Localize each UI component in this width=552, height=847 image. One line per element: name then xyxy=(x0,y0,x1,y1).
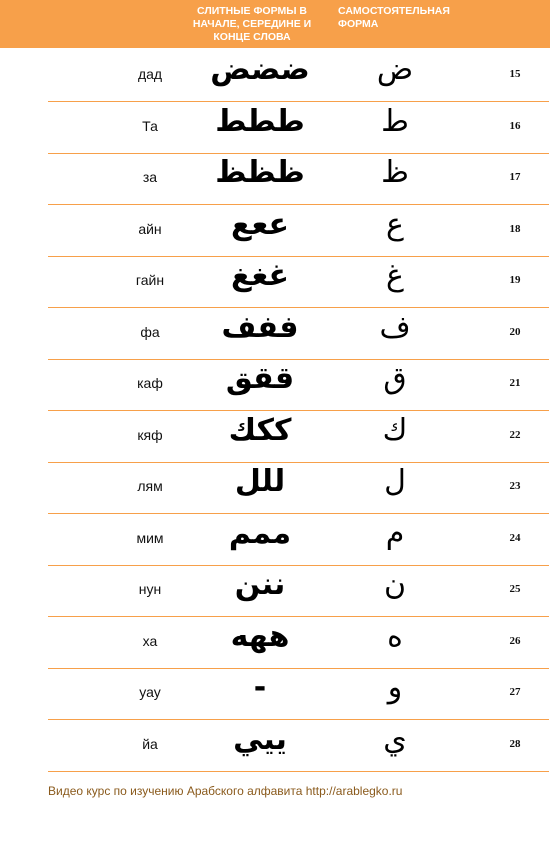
letter-number: 17 xyxy=(509,171,521,183)
letter-name: уау xyxy=(139,684,161,700)
letter-number: 28 xyxy=(509,737,521,750)
letter-number: 20 xyxy=(509,325,521,338)
table-row xyxy=(0,308,552,360)
letter-name: нун xyxy=(138,581,162,597)
isolated-form: ط xyxy=(381,103,409,139)
table-row xyxy=(0,514,552,566)
isolated-form: ف xyxy=(379,309,411,345)
isolated-form: م xyxy=(385,515,405,551)
letter-name: ха xyxy=(142,632,158,649)
letter-name: йа xyxy=(142,735,158,752)
joined-forms: غغغ xyxy=(231,258,289,293)
letter-number: 23 xyxy=(509,480,521,492)
letter-name: фа xyxy=(140,323,160,340)
letter-name: кяф xyxy=(137,426,163,443)
letters-table xyxy=(0,50,552,771)
table-row xyxy=(0,462,552,514)
isolated-form: ه xyxy=(387,618,403,654)
table-row xyxy=(0,359,552,411)
joined-forms: ققق xyxy=(225,361,295,396)
joined-forms: ككك xyxy=(228,412,292,448)
isolated-form: ل xyxy=(384,464,406,499)
table-row xyxy=(0,411,552,463)
letter-name: Та xyxy=(142,117,158,134)
letter-number: 19 xyxy=(509,274,521,286)
letter-number: 15 xyxy=(509,68,521,80)
header-isolated-form: САМОСТОЯТЕЛЬНАЯ ФОРМА xyxy=(338,5,450,30)
letter-name: за xyxy=(142,169,158,185)
letter-number: 16 xyxy=(509,119,521,132)
letter-name: лям xyxy=(137,478,163,494)
table-row xyxy=(0,617,552,669)
letter-number: 24 xyxy=(509,531,521,544)
table-row xyxy=(0,205,552,257)
isolated-form: ي xyxy=(383,721,407,757)
joined-forms: ظظظ xyxy=(215,155,305,190)
letter-number: 18 xyxy=(509,222,521,235)
joined-forms: ههه xyxy=(230,618,290,654)
letter-number: 27 xyxy=(509,686,521,698)
table-row xyxy=(0,668,552,720)
isolated-form: ن xyxy=(383,567,407,602)
letter-number: 22 xyxy=(509,428,521,441)
row-divider xyxy=(48,771,549,772)
isolated-form: و xyxy=(387,670,403,705)
letter-number: 21 xyxy=(509,377,521,389)
joined-forms: ففف xyxy=(221,309,299,345)
letter-name: гайн xyxy=(135,272,165,288)
table-row xyxy=(0,153,552,205)
joined-forms: - xyxy=(253,670,267,705)
letter-name: мим xyxy=(136,529,164,546)
letter-name: айн xyxy=(138,220,162,237)
joined-forms: ططط xyxy=(215,103,305,139)
table-header xyxy=(0,0,550,48)
isolated-form: ق xyxy=(383,361,407,396)
isolated-form: ظ xyxy=(381,155,409,190)
table-row xyxy=(0,50,552,102)
footer-note: Видео курс по изучению Арабского алфавита http://arablegko.ru xyxy=(48,784,403,798)
joined-forms: للل xyxy=(234,464,286,499)
table-row xyxy=(0,102,552,154)
joined-forms: ننن xyxy=(234,567,286,602)
table-row xyxy=(0,720,552,772)
isolated-form: ك xyxy=(382,412,408,448)
letter-number: 25 xyxy=(509,583,521,595)
letter-name: каф xyxy=(137,375,163,391)
isolated-form: ض xyxy=(376,52,414,87)
isolated-form: غ xyxy=(386,258,404,293)
joined-forms: ععع xyxy=(231,206,289,242)
table-row xyxy=(0,256,552,308)
letter-name: дад xyxy=(137,66,163,82)
joined-forms: ييي xyxy=(233,721,287,757)
joined-forms: ضضض xyxy=(210,52,310,87)
table-row xyxy=(0,565,552,617)
isolated-form: ع xyxy=(386,206,404,242)
joined-forms: ممم xyxy=(228,515,292,551)
letter-number: 26 xyxy=(509,634,521,647)
header-joined-forms: СЛИТНЫЕ ФОРМЫ В НАЧАЛЕ, СЕРЕДИНЕ И КОНЦЕ СЛОВА xyxy=(192,5,312,43)
